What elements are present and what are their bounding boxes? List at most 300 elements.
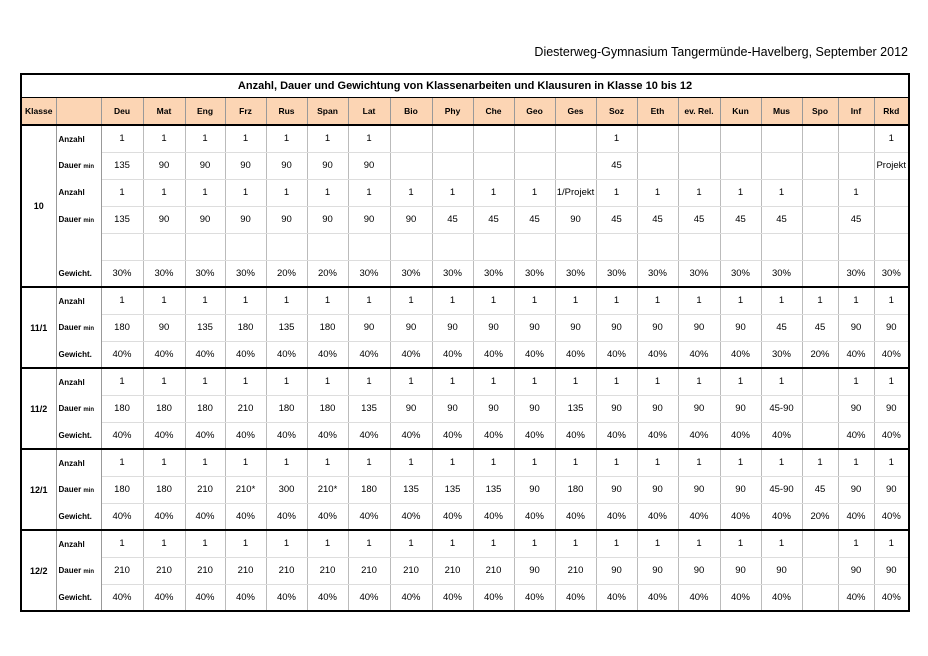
value-cell: 40% (473, 341, 514, 368)
value-cell: 30% (838, 260, 874, 287)
value-cell: 1 (838, 530, 874, 557)
value-cell: 45 (720, 206, 761, 233)
table-row (21, 395, 909, 422)
value-cell: 40% (225, 422, 266, 449)
value-cell: 40% (348, 341, 390, 368)
value-cell: 1 (720, 179, 761, 206)
value-cell: 1 (637, 287, 678, 314)
value-cell (514, 125, 555, 152)
column-header-subject: Phy (432, 98, 473, 126)
value-cell: 90 (761, 557, 802, 584)
value-cell: 1 (761, 449, 802, 476)
value-cell (390, 125, 432, 152)
value-cell: 90 (225, 206, 266, 233)
value-cell: 40% (185, 503, 225, 530)
value-cell: 1 (185, 179, 225, 206)
row-label-text: Anzahl (58, 458, 85, 468)
row-label (56, 206, 101, 233)
value-cell: 1 (390, 287, 432, 314)
value-cell: 90 (514, 395, 555, 422)
value-cell (390, 233, 432, 260)
value-cell: 1 (101, 449, 143, 476)
value-cell: 1 (761, 287, 802, 314)
value-cell: 1 (101, 125, 143, 152)
value-cell (101, 233, 143, 260)
value-cell: 1 (874, 125, 909, 152)
table-row (21, 233, 909, 260)
value-cell: 45 (802, 476, 838, 503)
value-cell: 180 (307, 314, 348, 341)
row-label (56, 503, 101, 530)
value-cell: 90 (720, 314, 761, 341)
value-cell: 1 (143, 125, 185, 152)
column-header-subject: Eth (637, 98, 678, 126)
row-label (56, 152, 101, 179)
value-cell: 40% (225, 503, 266, 530)
value-cell: 210 (225, 557, 266, 584)
value-cell: 135 (348, 395, 390, 422)
value-cell: 40% (143, 422, 185, 449)
value-cell (761, 152, 802, 179)
value-cell: 90 (838, 314, 874, 341)
value-cell: 40% (390, 422, 432, 449)
column-header-subject: Ges (555, 98, 596, 126)
value-cell: 1 (720, 449, 761, 476)
row-label (56, 179, 101, 206)
value-cell: 1 (225, 368, 266, 395)
value-cell: 300 (266, 476, 307, 503)
value-cell: 90 (596, 395, 637, 422)
value-cell: 210 (143, 557, 185, 584)
value-cell (596, 233, 637, 260)
value-cell: 1 (637, 449, 678, 476)
value-cell: 135 (390, 476, 432, 503)
value-cell: 1 (185, 449, 225, 476)
value-cell: 90 (473, 395, 514, 422)
value-cell: 40% (432, 584, 473, 611)
value-cell: 40% (390, 503, 432, 530)
value-cell (555, 125, 596, 152)
value-cell (802, 233, 838, 260)
value-cell: 90 (874, 314, 909, 341)
value-cell: 40% (225, 584, 266, 611)
value-cell (802, 530, 838, 557)
value-cell: 1 (838, 368, 874, 395)
value-cell: 90 (266, 152, 307, 179)
value-cell: 45 (761, 314, 802, 341)
value-cell: 1 (432, 449, 473, 476)
value-cell (802, 368, 838, 395)
table-row (21, 368, 909, 395)
value-cell: 1 (596, 287, 637, 314)
value-cell: 40% (720, 341, 761, 368)
column-header-subject: Inf (838, 98, 874, 126)
value-cell: 40% (678, 584, 720, 611)
row-label-text: Dauer (58, 323, 82, 332)
column-header-subject: Deu (101, 98, 143, 126)
value-cell: 40% (432, 341, 473, 368)
row-label-text: Gewicht. (58, 592, 92, 602)
value-cell: 90 (514, 557, 555, 584)
value-cell: 210 (225, 395, 266, 422)
value-cell: 40% (143, 341, 185, 368)
value-cell: 90 (555, 314, 596, 341)
value-cell: 40% (761, 503, 802, 530)
value-cell: 1 (637, 368, 678, 395)
value-cell: 1 (838, 449, 874, 476)
value-cell: 40% (514, 422, 555, 449)
table-row (21, 422, 909, 449)
value-cell: 40% (266, 341, 307, 368)
table-row (21, 557, 909, 584)
value-cell: 40% (143, 503, 185, 530)
value-cell: 45 (596, 206, 637, 233)
value-cell (802, 422, 838, 449)
value-cell: 40% (432, 503, 473, 530)
value-cell: 1 (101, 530, 143, 557)
value-cell: 1 (432, 530, 473, 557)
value-cell: 1 (390, 449, 432, 476)
value-cell: 90 (143, 206, 185, 233)
value-cell: 210* (225, 476, 266, 503)
value-cell: 180 (266, 395, 307, 422)
value-cell: 30% (143, 260, 185, 287)
value-cell: 45-90 (761, 476, 802, 503)
value-cell (838, 125, 874, 152)
row-label-text: Gewicht. (58, 268, 92, 278)
value-cell: 40% (101, 422, 143, 449)
value-cell: 45-90 (761, 395, 802, 422)
value-cell (307, 233, 348, 260)
value-cell: 40% (348, 503, 390, 530)
value-cell: 1 (473, 449, 514, 476)
value-cell: 210 (348, 557, 390, 584)
value-cell: 40% (555, 503, 596, 530)
value-cell: 20% (307, 260, 348, 287)
row-label (56, 314, 101, 341)
value-cell: 1 (678, 287, 720, 314)
value-cell: 30% (514, 260, 555, 287)
value-cell (185, 233, 225, 260)
value-cell: 90 (720, 557, 761, 584)
column-header-klasse: Klasse (21, 98, 56, 126)
value-cell: 1 (348, 179, 390, 206)
value-cell: 1 (514, 449, 555, 476)
value-cell: 40% (514, 341, 555, 368)
dauer-unit: min (83, 326, 95, 332)
value-cell: 1 (678, 530, 720, 557)
table-row (21, 287, 909, 314)
value-cell (473, 125, 514, 152)
value-cell: 20% (802, 503, 838, 530)
value-cell: 1 (720, 530, 761, 557)
value-cell: 1 (225, 179, 266, 206)
value-cell: 210 (266, 557, 307, 584)
value-cell: 30% (761, 260, 802, 287)
value-cell: 40% (555, 422, 596, 449)
value-cell: 30% (348, 260, 390, 287)
value-cell: 40% (637, 584, 678, 611)
value-cell: 90 (348, 152, 390, 179)
column-header-subject: Soz (596, 98, 637, 126)
table-row (21, 530, 909, 557)
value-cell: 90 (432, 395, 473, 422)
value-cell: 90 (720, 476, 761, 503)
value-cell (143, 233, 185, 260)
value-cell: 40% (514, 584, 555, 611)
value-cell: 1 (390, 368, 432, 395)
column-header-subject: Lat (348, 98, 390, 126)
value-cell (637, 152, 678, 179)
value-cell: 1 (143, 530, 185, 557)
value-cell: 40% (225, 341, 266, 368)
value-cell: 40% (101, 503, 143, 530)
value-cell: 210 (101, 557, 143, 584)
value-cell: 1 (637, 530, 678, 557)
value-cell: 1 (185, 125, 225, 152)
klasse-cell: 12/2 (21, 530, 56, 611)
value-cell: 30% (637, 260, 678, 287)
value-cell (802, 395, 838, 422)
value-cell: 30% (555, 260, 596, 287)
value-cell: 180 (185, 395, 225, 422)
value-cell: 40% (596, 584, 637, 611)
table-row (21, 314, 909, 341)
value-cell: 90 (678, 476, 720, 503)
value-cell: 1 (266, 368, 307, 395)
value-cell (802, 152, 838, 179)
row-label-text: Dauer (58, 485, 82, 494)
value-cell: 40% (266, 422, 307, 449)
value-cell: 135 (101, 152, 143, 179)
value-cell: 1 (874, 287, 909, 314)
value-cell: 1 (101, 179, 143, 206)
table-row (21, 476, 909, 503)
row-label-text: Anzahl (58, 296, 85, 306)
value-cell: 40% (637, 503, 678, 530)
value-cell (802, 125, 838, 152)
value-cell: 90 (307, 152, 348, 179)
value-cell: 1 (307, 179, 348, 206)
value-cell: 1 (348, 368, 390, 395)
value-cell: 1 (348, 125, 390, 152)
value-cell: 40% (307, 584, 348, 611)
value-cell (720, 152, 761, 179)
value-cell: 30% (101, 260, 143, 287)
value-cell: 1 (307, 287, 348, 314)
value-cell: 90 (143, 314, 185, 341)
value-cell: 180 (225, 314, 266, 341)
value-cell: 40% (266, 584, 307, 611)
value-cell: 90 (637, 557, 678, 584)
value-cell: 1 (266, 125, 307, 152)
value-cell: 1 (225, 530, 266, 557)
row-label (56, 368, 101, 395)
column-header-subject: Frz (225, 98, 266, 126)
table-row (21, 125, 909, 152)
value-cell: 1 (185, 287, 225, 314)
value-cell: 90 (874, 557, 909, 584)
value-cell: 40% (678, 341, 720, 368)
value-cell: 1 (307, 125, 348, 152)
value-cell: 210 (390, 557, 432, 584)
value-cell: 40% (101, 584, 143, 611)
value-cell (802, 260, 838, 287)
value-cell (678, 125, 720, 152)
value-cell: 1 (802, 287, 838, 314)
value-cell (225, 233, 266, 260)
value-cell: 40% (514, 503, 555, 530)
value-cell: 90 (596, 476, 637, 503)
row-label (56, 395, 101, 422)
value-cell: 30% (185, 260, 225, 287)
column-header-subject: Rus (266, 98, 307, 126)
value-cell: 1 (596, 125, 637, 152)
value-cell (678, 233, 720, 260)
value-cell: 1 (266, 179, 307, 206)
value-cell: 1 (761, 530, 802, 557)
row-label (56, 476, 101, 503)
value-cell: 1 (473, 530, 514, 557)
row-label-text: Dauer (58, 404, 82, 413)
row-label-text: Gewicht. (58, 511, 92, 521)
value-cell (266, 233, 307, 260)
value-cell: 210* (307, 476, 348, 503)
klasse-cell: 12/1 (21, 449, 56, 530)
value-cell: 40% (473, 584, 514, 611)
value-cell: 1 (143, 368, 185, 395)
value-cell: 90 (838, 476, 874, 503)
value-cell: 1 (390, 179, 432, 206)
value-cell: 45 (761, 206, 802, 233)
value-cell: 90 (838, 557, 874, 584)
value-cell: 30% (596, 260, 637, 287)
column-header-label (56, 98, 101, 126)
value-cell: 180 (348, 476, 390, 503)
value-cell: 1 (432, 287, 473, 314)
value-cell: 90 (390, 395, 432, 422)
column-header-subject: Bio (390, 98, 432, 126)
column-header-subject: Kun (720, 98, 761, 126)
value-cell: 1 (678, 449, 720, 476)
value-cell: 90 (390, 206, 432, 233)
value-cell: 1 (720, 287, 761, 314)
value-cell: 1 (473, 287, 514, 314)
value-cell: 40% (307, 341, 348, 368)
row-label (56, 530, 101, 557)
value-cell: 90 (678, 314, 720, 341)
value-cell: 40% (678, 503, 720, 530)
value-cell: 1 (678, 179, 720, 206)
value-cell: 1 (637, 179, 678, 206)
value-cell: 40% (143, 584, 185, 611)
value-cell: 40% (473, 422, 514, 449)
value-cell: 45 (514, 206, 555, 233)
row-label (56, 449, 101, 476)
value-cell: 1 (596, 530, 637, 557)
value-cell (838, 233, 874, 260)
value-cell: 90 (185, 152, 225, 179)
value-cell: 40% (432, 422, 473, 449)
column-header-subject: Eng (185, 98, 225, 126)
value-cell (761, 233, 802, 260)
value-cell: 1 (101, 368, 143, 395)
value-cell: 1 (473, 368, 514, 395)
table-row (21, 449, 909, 476)
value-cell: 90 (390, 314, 432, 341)
value-cell (874, 233, 909, 260)
value-cell (432, 233, 473, 260)
value-cell: 30% (432, 260, 473, 287)
value-cell: 30% (473, 260, 514, 287)
dauer-unit: min (83, 407, 95, 413)
row-label-text: Dauer (58, 566, 82, 575)
value-cell: 40% (761, 422, 802, 449)
value-cell: 90 (678, 395, 720, 422)
row-label-text: Anzahl (58, 539, 85, 549)
row-label (56, 557, 101, 584)
value-cell: 90 (838, 395, 874, 422)
column-header-subject: Span (307, 98, 348, 126)
value-cell: 1 (678, 368, 720, 395)
value-cell: 30% (225, 260, 266, 287)
value-cell: 30% (390, 260, 432, 287)
value-cell: 90 (874, 395, 909, 422)
value-cell: 90 (596, 557, 637, 584)
value-cell (432, 125, 473, 152)
value-cell: 40% (473, 503, 514, 530)
value-cell: 1 (514, 368, 555, 395)
value-cell: 45 (596, 152, 637, 179)
value-cell: 1 (390, 530, 432, 557)
value-cell: 20% (266, 260, 307, 287)
value-cell: 90 (637, 476, 678, 503)
value-cell: 1 (596, 179, 637, 206)
row-label (56, 584, 101, 611)
value-cell: 180 (143, 476, 185, 503)
value-cell: 210 (185, 557, 225, 584)
value-cell: 30% (720, 260, 761, 287)
value-cell (473, 152, 514, 179)
klasse-cell: 11/1 (21, 287, 56, 368)
value-cell: 30% (761, 341, 802, 368)
value-cell: 1 (266, 287, 307, 314)
value-cell: 1 (225, 287, 266, 314)
value-cell: 1 (555, 287, 596, 314)
value-cell: 1 (143, 287, 185, 314)
value-cell: 45 (838, 206, 874, 233)
value-cell: 40% (838, 341, 874, 368)
value-cell: 180 (101, 476, 143, 503)
value-cell: 1 (761, 368, 802, 395)
value-cell: 1 (802, 449, 838, 476)
value-cell: 1 (225, 449, 266, 476)
value-cell: 40% (185, 422, 225, 449)
value-cell: 40% (390, 584, 432, 611)
row-label-text: Anzahl (58, 377, 85, 387)
value-cell: 180 (101, 314, 143, 341)
value-cell: 210 (473, 557, 514, 584)
value-cell: 135 (555, 395, 596, 422)
value-cell: 40% (720, 584, 761, 611)
value-cell: 1 (514, 287, 555, 314)
value-cell: 40% (838, 422, 874, 449)
dauer-unit: min (83, 164, 95, 170)
value-cell: 1 (874, 449, 909, 476)
value-cell: 40% (761, 584, 802, 611)
value-cell: 40% (348, 422, 390, 449)
value-cell: 1 (185, 368, 225, 395)
